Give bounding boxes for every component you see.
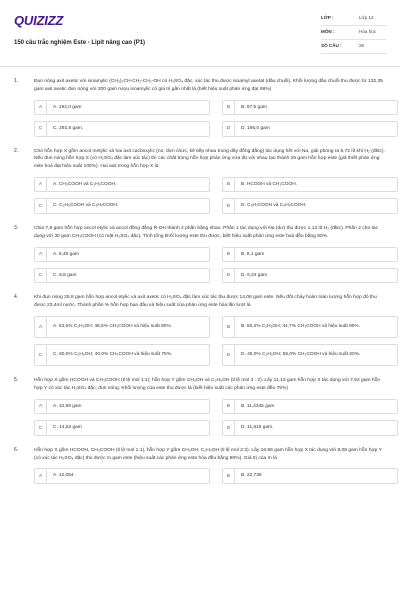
option-letter: D [223, 199, 235, 212]
option-text: B. 97,5 gam [241, 104, 267, 110]
quizizz-logo: QUIZIZZ [14, 13, 64, 28]
answer-options [34, 177, 386, 214]
option-text: D. C₃H₇COOH và C₄H₉COOH. [241, 203, 307, 209]
answer-option[interactable] [34, 420, 210, 435]
option-letter: B [223, 101, 235, 114]
option-letter: B [223, 317, 235, 337]
answer-option[interactable] [34, 198, 210, 213]
option-text: A. CH₃COOH và C₂H₅COOH. [53, 182, 117, 188]
answer-option[interactable] [222, 420, 398, 435]
option-text: D. 45,0% C₂H₅OH; 55,0% CH₃COOH và hiệu suất 60%. [241, 352, 361, 358]
answer-option[interactable] [34, 247, 210, 262]
answer-option[interactable] [222, 399, 398, 414]
option-letter: C [35, 199, 47, 212]
answer-option[interactable] [222, 177, 398, 192]
question-item [0, 78, 400, 137]
option-text: C. C₂H₅COOH và C₃H₇COOH. [53, 203, 119, 209]
worksheet-title: 150 câu trắc nghiệm Este - Lipit nâng cao (P1) [14, 39, 146, 46]
option-text: D. 6,24 gam [241, 273, 268, 279]
option-letter: D [223, 421, 235, 434]
option-text: A. 6,48 gam [53, 251, 79, 257]
answer-options [34, 399, 386, 436]
question-text: Chia 7,8 gam hỗn hợp ancol etylic và ancol đồng đẳng R-OH thành 2 phần bằng nhau. Phần 1 tác dụng với Na (dư) thu được 1,12 lít H₂ (đktc). Phần 2 cho tác dụng với 30 gam CH₃COOH (có mặt H₂SO₄ đặc). Tính tổng khối lượng este thu được, biết hiệu suất phản ứng este hoá đều bằng 80%. [34, 225, 379, 239]
option-letter: B [223, 248, 235, 261]
meta-key: MÔN : [321, 29, 335, 35]
option-text: B. 11,4345 gam [241, 403, 275, 409]
answer-option[interactable] [222, 344, 398, 366]
worksheet-meta [321, 12, 387, 54]
option-text: A. 12,064 [53, 473, 74, 479]
answer-option[interactable] [34, 268, 210, 283]
question-number: 4. [14, 294, 19, 301]
meta-key: LỚP : [321, 15, 334, 21]
meta-value: Hóa học [359, 29, 377, 35]
meta-value: Lớp 12 [359, 15, 374, 21]
answer-option[interactable] [222, 121, 398, 136]
answer-option[interactable] [34, 399, 210, 414]
answer-option[interactable] [222, 247, 398, 262]
answer-option[interactable] [34, 316, 210, 338]
question-item [0, 294, 400, 366]
question-number: 3. [14, 224, 19, 231]
answer-options [34, 468, 386, 483]
question-text: Khi đun nóng 25,8 gam hỗn hợp ancol etylic và axit axetic có H₂SO₄ đặc làm xúc tác thu được 14,08 gam este. Nếu đốt cháy hoàn toàn lượng hỗn hợp đó thu được 23,4ml nước. Thành phần % hỗn hợp ban đầu và hiệu suất của phản ứng este hóa lần lượt là [34, 295, 377, 309]
option-letter: D [223, 269, 235, 282]
answer-option[interactable] [34, 121, 210, 136]
option-text: B. 55,3% C₂H₅OH; 44,7% CH₃COOH và hiệu suất 80%. [241, 324, 361, 330]
option-letter: B [223, 400, 235, 413]
answer-options [34, 316, 386, 366]
answer-option[interactable] [34, 100, 210, 115]
option-letter: D [223, 122, 235, 135]
option-text: A. 10,89 gam [53, 403, 82, 409]
option-letter: A [35, 400, 47, 413]
question-text: Hỗn hợp X gồm HCOOH, CH₃COOH (tỉ lệ mol 1:1), hỗn hợp Y gồm CH₃OH, C₂H₅OH (tỉ lệ mol 2:3). Lấy 16,96 gam hỗn hợp X tác dụng với 8,08 gam hỗn hợp Y (có xúc tác H₂SO₄ đặc) thu được m gam este (hiệu suất các phản ứng este hóa đều bằng 80%). Giá trị của m là [34, 447, 382, 461]
option-letter: C [35, 269, 47, 282]
meta-row-subject [321, 26, 387, 40]
answer-option[interactable] [34, 468, 210, 483]
answer-option[interactable] [34, 344, 210, 366]
option-text: C. 8,8 gam [53, 273, 77, 279]
option-text: D. 195,0 gam [241, 126, 270, 132]
answer-option[interactable] [222, 100, 398, 115]
option-letter: A [35, 101, 47, 114]
option-text: A. 53,5% C₂H₅OH; 46,5% CH₃COOH và hiệu suất 80%. [53, 324, 173, 330]
answer-option[interactable] [222, 268, 398, 283]
option-text: D. 11,616 gam. [241, 425, 274, 431]
question-item [0, 377, 400, 436]
option-letter: B [223, 178, 235, 191]
option-text: B. HCOOH và CH₃COOH. [241, 182, 298, 188]
question-text: Cho hỗn hợp X gồm ancol metylic và hai axit cacboxylic (no, đơn chức, kế tiếp nhau trong dãy đồng đẳng) tác dụng hết với Na, giải phóng ra 6,72 lít khí H₂ (đktc). Nếu đun nóng hỗn hợp X (có H₂SO₄ đặc làm xúc tác) thì các chất trong hỗn hợp phản ứng vừa đủ với nhau tạo thành 25 gam hỗn hợp este (giả thiết phản ứng este hoá đạt hiệu suất 100%). Hai axit trong hỗn hợp X là [34, 148, 385, 170]
option-letter: B [223, 469, 235, 482]
question-number: 6. [14, 446, 19, 453]
answer-option[interactable] [222, 316, 398, 338]
meta-row-question-count [321, 40, 387, 54]
option-text: B. 22,736 [241, 473, 262, 479]
page-header [0, 0, 400, 56]
option-text: C. 60,0% C₂H₅OH; 40,0% CH₃COOH và hiệu suất 75%. [53, 352, 173, 358]
meta-value: 25 [359, 43, 365, 49]
option-text: B. 8,1 gam [241, 251, 265, 257]
option-text: A. 192,0 gam [53, 104, 82, 110]
header-divider [0, 66, 400, 67]
option-text: C. 14,52 gam [53, 425, 82, 431]
option-letter: A [35, 178, 47, 191]
question-text: Đun nóng axit axetic với isoamylic (CH₃)₂CH-CH₂-CH₂-OH có H₂SO₄ đặc, xúc tác thu được isoamyl axetat (dầu chuối). Khối lượng dầu chuối thu được từ 132,35 gam axit axetic đun nóng với 200 gam rượu isoamylic có giá trị gần nhất là (biết hiệu suất phản ứng đạt 68%) [34, 79, 384, 92]
option-letter: A [35, 248, 47, 261]
option-text: C. 292,5 gam. [53, 126, 84, 132]
answer-option[interactable] [34, 177, 210, 192]
option-letter: A [35, 469, 47, 482]
answer-options [34, 247, 386, 284]
answer-options [34, 100, 386, 137]
meta-key: SỐ CÂU : [321, 43, 342, 49]
answer-option[interactable] [222, 468, 398, 483]
option-letter: C [35, 122, 47, 135]
question-item [0, 148, 400, 214]
option-letter: C [35, 345, 47, 365]
question-number: 2. [14, 147, 19, 154]
question-number: 5. [14, 377, 19, 384]
option-letter: A [35, 317, 47, 337]
question-item [0, 225, 400, 284]
question-number: 1. [14, 78, 19, 84]
question-text: Hỗn hợp X gồm HCOOH và CH₃COOH (tỉ lệ mol 1:1); hỗn hợp Y gồm CH₃OH và C₂H₅OH (tỉ lệ mol 3 : 2). Lấy 11,13 gam hỗn hợp X tác dụng với 7,52 gam hỗn hợp Y có xúc tác H₂SO₄ đặc, đun nóng. Khối lượng của este thu được là (biết hiệu suất các phản ứng este đều 75%) [34, 378, 381, 391]
answer-option[interactable] [222, 198, 398, 213]
option-letter: C [35, 421, 47, 434]
question-item [0, 447, 400, 484]
meta-row-class [321, 12, 387, 26]
question-list [0, 78, 400, 495]
option-letter: D [223, 345, 235, 365]
